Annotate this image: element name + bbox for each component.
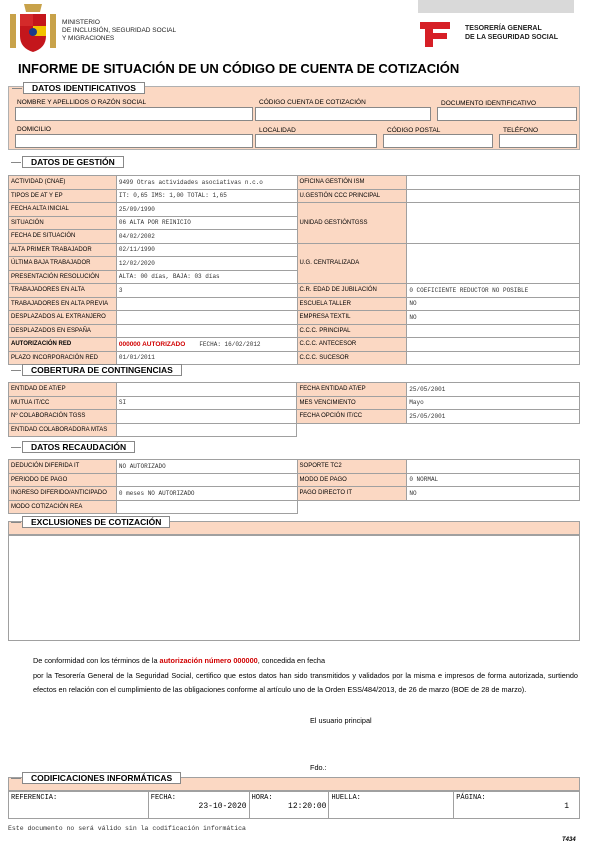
field-domicilio[interactable] xyxy=(15,134,253,148)
cell-hora xyxy=(249,792,329,819)
table-row xyxy=(9,460,580,474)
cell-label: MODO COTIZACIÓN REA xyxy=(9,500,117,514)
cell-value: 3 xyxy=(116,284,297,298)
cell-value xyxy=(116,297,297,311)
label-localidad: LOCALIDAD xyxy=(259,127,296,134)
cell-value: NO AUTORIZADO xyxy=(116,460,297,474)
cell-label: TIPOS DE AT Y EP xyxy=(9,189,117,203)
cell-value: 06 ALTA POR REINICIO xyxy=(116,216,297,230)
table-row xyxy=(9,487,580,501)
cell-label: TRABAJADORES EN ALTA xyxy=(9,284,117,298)
cell-label: U.GESTIÓN CCC PRINCIPAL xyxy=(297,189,407,203)
cell-value: IT: 0,65 IMS: 1,00 TOTAL: 1,65 xyxy=(116,189,297,203)
cell-label: DEDUCIÓN DIFERIDA IT xyxy=(9,460,117,474)
label-documento: DOCUMENTO IDENTIFICATIVO xyxy=(441,100,537,107)
cell-label: ÚLTIMA BAJA TRABAJADOR xyxy=(9,257,117,271)
cell-label: FECHA ALTA INICIAL xyxy=(9,203,117,217)
table-row xyxy=(9,500,580,514)
table-row xyxy=(9,176,580,190)
cell-value xyxy=(407,324,580,338)
cell-label: C.C.C. SUCESOR xyxy=(297,351,407,365)
field-nombre[interactable] xyxy=(15,107,253,121)
cell-value: ALTA: 00 días, BAJA: 03 días xyxy=(116,270,297,284)
cell-label: SOPORTE TC2 xyxy=(297,460,407,474)
cell-value: 0 COEFICIENTE REDUCTOR NO POSIBLE xyxy=(407,284,580,298)
label-codigo: CÓDIGO CUENTA DE COTIZACIÓN xyxy=(259,99,366,106)
label-postal: CÓDIGO POSTAL xyxy=(387,127,441,134)
cell-label: PERIODO DE PAGO xyxy=(9,473,117,487)
table-row xyxy=(9,297,580,311)
section-heading: DATOS RECAUDACIÓN xyxy=(22,441,135,453)
empty-cell xyxy=(297,423,407,437)
cell-value xyxy=(407,176,580,190)
table-row xyxy=(9,243,580,257)
ministry-name xyxy=(62,19,176,43)
cell-value xyxy=(116,410,297,424)
cell-label: INGRESO DIFERIDO/ANTICIPADO xyxy=(9,487,117,501)
empty-cell xyxy=(407,423,580,437)
cell-label: OFICINA GESTIÓN ISM xyxy=(297,176,407,190)
label-domicilio: DOMICILIO xyxy=(17,126,51,133)
ministry-line: Y MIGRACIONES xyxy=(62,35,115,42)
cell-value: NO xyxy=(407,311,580,325)
codif-table xyxy=(8,791,580,819)
table-row xyxy=(9,203,580,217)
label-nombre: NOMBRE Y APELLIDOS O RAZÓN SOCIAL xyxy=(17,99,147,106)
table-row xyxy=(9,383,580,397)
empty-cell xyxy=(407,500,580,514)
cert-auth-number: autorización número 000000 xyxy=(159,656,258,665)
cell-label: EMPRESA TEXTIL xyxy=(297,311,407,325)
cobertura-table xyxy=(8,382,580,437)
table-row xyxy=(9,284,580,298)
label-fecha: FECHA: xyxy=(150,794,176,802)
auth-value: 000000 AUTORIZADO xyxy=(118,340,186,348)
cell-label: C.R. EDAD DE JUBILACIÓN xyxy=(297,284,407,298)
cell-value: 9499 Otras actividades asociativas n.c.o xyxy=(116,176,297,190)
section-heading: DATOS DE GESTIÓN xyxy=(22,156,124,168)
section-cobertura xyxy=(8,365,580,375)
codif-note: Este documento no será válido sin la codificación informática xyxy=(8,825,246,832)
cell-value xyxy=(407,189,580,203)
cell-value: 01/01/2011 xyxy=(116,351,297,365)
form-code: T434 xyxy=(562,837,576,843)
cell-label: FECHA ENTIDAD AT/EP xyxy=(297,383,407,397)
section-exclusiones xyxy=(8,517,580,527)
table-row xyxy=(9,311,580,325)
field-localidad[interactable] xyxy=(255,134,377,148)
cell-label: FECHA OPCIÓN IT/CC xyxy=(297,410,407,424)
section-heading: CODIFICACIONES INFORMÁTICAS xyxy=(22,772,181,784)
cell-value xyxy=(116,473,297,487)
section-codif xyxy=(8,773,580,783)
cell-label: C.C.C. ANTECESOR xyxy=(297,338,407,352)
field-postal[interactable] xyxy=(383,134,493,148)
cell-label: ENTIDAD DE AT/EP xyxy=(9,383,117,397)
cell-label: PRESENTACIÓN RESOLUCIÓN xyxy=(9,270,117,284)
tgss-name xyxy=(465,24,558,42)
table-row xyxy=(9,792,580,819)
recaudacion-table xyxy=(8,459,580,514)
table-row xyxy=(9,396,580,410)
cert-user: El usuario principal xyxy=(310,716,372,725)
cell-value xyxy=(407,243,580,284)
field-documento[interactable] xyxy=(437,107,577,121)
cert-text: , concedida en fecha xyxy=(257,656,326,665)
cell-value: SI xyxy=(116,396,297,410)
tgss-line: DE LA SEGURIDAD SOCIAL xyxy=(465,34,559,41)
cell-label: ESCUELA TALLER xyxy=(297,297,407,311)
cell-label: AUTORIZACIÓN RED xyxy=(9,338,117,352)
cell-value xyxy=(116,383,297,397)
cell-label: MUTUA IT/CC xyxy=(9,396,117,410)
gestion-table xyxy=(8,175,580,365)
table-row xyxy=(9,423,580,437)
section-heading: COBERTURA DE CONTINGENCIAS xyxy=(22,364,182,376)
cell-label: U.G. CENTRALIZADA xyxy=(297,243,407,284)
cell-label: UNIDAD GESTIÓNTGSS xyxy=(297,203,407,244)
cell-label: ACTIVIDAD (CNAE) xyxy=(9,176,117,190)
cell-value: 25/05/2001 xyxy=(407,383,580,397)
cell-referencia xyxy=(9,792,149,819)
cert-paragraph xyxy=(33,654,578,698)
auth-date: FECHA: 16/02/2012 xyxy=(199,340,261,348)
cell-value: NO xyxy=(407,487,580,501)
table-row xyxy=(9,189,580,203)
label-pagina: PÁGINA: xyxy=(456,794,486,802)
cell-label: ALTA PRIMER TRABAJADOR xyxy=(9,243,117,257)
table-row xyxy=(9,324,580,338)
table-row xyxy=(9,473,580,487)
label-hora: HORA: xyxy=(251,794,273,802)
section-recaudacion xyxy=(8,442,580,452)
cell-label: FECHA DE SITUACIÓN xyxy=(9,230,117,244)
cell-label: PLAZO INCORPORACIÓN RED xyxy=(9,351,117,365)
empty-cell xyxy=(297,500,407,514)
section-heading: EXCLUSIONES DE COTIZACIÓN xyxy=(22,516,170,528)
cell-label: DESPLAZADOS EN ESPAÑA xyxy=(9,324,117,338)
value-fecha: 23-10-2020 xyxy=(198,802,247,811)
cert-text: De conformidad con los términos de la xyxy=(33,656,160,665)
exclusiones-box xyxy=(8,535,580,641)
page-title: INFORME DE SITUACIÓN DE UN CÓDIGO DE CUENTA DE COTIZACIÓN xyxy=(18,61,460,76)
label-referencia: REFERENCIA: xyxy=(11,794,58,802)
ministry-line: DE INCLUSIÓN, SEGURIDAD SOCIAL xyxy=(62,27,177,34)
value-hora: 12:20:00 xyxy=(288,802,327,811)
cell-label: SITUACIÓN xyxy=(9,216,117,230)
cell-value xyxy=(407,203,580,244)
tgss-logo-icon xyxy=(418,14,452,48)
cell-label: DESPLAZADOS AL EXTRANJERO xyxy=(9,311,117,325)
cell-huella xyxy=(329,792,454,819)
value-pagina: 1 xyxy=(564,802,569,811)
cell-value xyxy=(116,423,297,437)
header-bar xyxy=(418,0,574,13)
cell-value xyxy=(116,324,297,338)
cert-fdo: Fdo.: xyxy=(310,763,327,772)
label-huella: HUELLA: xyxy=(331,794,361,802)
cell-value xyxy=(407,351,580,365)
cell-value: 12/02/2020 xyxy=(116,257,297,271)
cell-value: 04/02/2002 xyxy=(116,230,297,244)
cert-body: por la Tesorería General de la Seguridad Social, certifico que estos datos han sido transmitidos y validados por la misma e impresos de forma autorizada, surtiendo efectos en relación con el cumplimiento de las obligaciones conforme al artículo uno de la Orden ESS/484/2013, de 26 de marzo (BOE de 28 de marzo). xyxy=(33,670,578,694)
cell-value: 25/09/1990 xyxy=(116,203,297,217)
table-row xyxy=(9,410,580,424)
cell-value xyxy=(116,500,297,514)
cell-fecha xyxy=(148,792,249,819)
cell-pagina xyxy=(454,792,580,819)
section-heading: DATOS IDENTIFICATIVOS xyxy=(23,82,145,94)
cell-label: MODO DE PAGO xyxy=(297,473,407,487)
field-codigo[interactable] xyxy=(255,107,431,121)
cell-value: 02/11/1990 xyxy=(116,243,297,257)
field-telefono[interactable] xyxy=(499,134,577,148)
cell-value xyxy=(407,338,580,352)
cell-label: MES VENCIMIENTO xyxy=(297,396,407,410)
cell-label: Nº COLABORACIÓN TGSS xyxy=(9,410,117,424)
tgss-line: TESORERÍA GENERAL xyxy=(465,25,542,32)
cell-label: PAGO DIRECTO IT xyxy=(297,487,407,501)
cell-value xyxy=(116,338,297,352)
cell-value: 0 meses NO AUTORIZADO xyxy=(116,487,297,501)
cell-value xyxy=(116,311,297,325)
cell-label: C.C.C. PRINCIPAL xyxy=(297,324,407,338)
section-identificativos xyxy=(8,83,580,150)
cell-label: TRABAJADORES EN ALTA PREVIA xyxy=(9,297,117,311)
table-row xyxy=(9,338,580,352)
cell-value: 0 NORMAL xyxy=(407,473,580,487)
coat-of-arms-icon xyxy=(8,2,58,54)
cell-value xyxy=(407,460,580,474)
label-telefono: TELÉFONO xyxy=(503,127,539,134)
cell-label: ENTIDAD COLABORADORA MTAS xyxy=(9,423,117,437)
table-row xyxy=(9,351,580,365)
cell-value: NO xyxy=(407,297,580,311)
ministry-line: MINISTERIO xyxy=(62,19,100,26)
cell-value: 25/05/2001 xyxy=(407,410,580,424)
cell-value: Mayo xyxy=(407,396,580,410)
